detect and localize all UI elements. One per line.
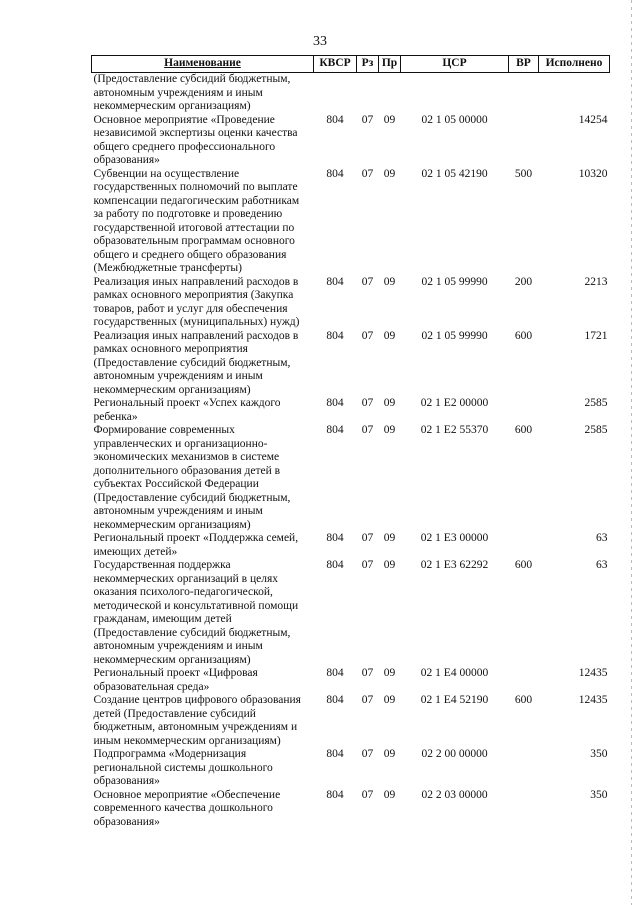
cell-kvsr: 804 bbox=[326, 424, 344, 436]
cell-rz: 07 bbox=[361, 532, 374, 544]
cell-vr bbox=[509, 748, 539, 789]
cell-csr: 02 1 Е2 55370 bbox=[420, 424, 489, 436]
cell-kvsr: 804 bbox=[326, 397, 344, 409]
cell-name: Подпрограмма «Модернизация региональной системы дошкольного образования» bbox=[93, 748, 273, 787]
cell-vr bbox=[509, 397, 539, 424]
table-row bbox=[92, 748, 610, 789]
cell-name: Региональный проект «Цифровая образовательная среда» bbox=[93, 667, 258, 693]
cell-csr: 02 1 Е3 00000 bbox=[420, 532, 489, 544]
cell-kvsr: 804 bbox=[326, 667, 344, 679]
cell-kvsr: 804 bbox=[326, 329, 344, 342]
budget-table bbox=[91, 55, 610, 829]
cell-csr: 02 1 05 00000 bbox=[421, 113, 488, 126]
cell-csr: 02 1 Е4 00000 bbox=[420, 667, 489, 679]
cell-name: Основное мероприятие «Обеспечение современного качества дошкольного образования» bbox=[93, 788, 281, 828]
cell-vr: 600 bbox=[514, 329, 533, 342]
cell-pr: 09 bbox=[383, 788, 396, 801]
table-row bbox=[92, 114, 610, 168]
cell-amount: 10320 bbox=[578, 167, 608, 180]
cell-vr bbox=[509, 532, 539, 559]
cell-kvsr: 804 bbox=[326, 748, 344, 760]
cell-amount: 12435 bbox=[578, 667, 608, 679]
table-row bbox=[92, 559, 610, 667]
header-amount: Исполнено bbox=[539, 56, 610, 73]
cell-rz: 07 bbox=[361, 788, 374, 801]
cell-amount: 350 bbox=[590, 748, 608, 760]
cell-rz: 07 bbox=[361, 748, 374, 760]
cell-csr: 02 1 Е2 00000 bbox=[420, 397, 489, 409]
table-row bbox=[92, 73, 610, 114]
cell-pr: 09 bbox=[383, 113, 396, 126]
cell-rz: 07 bbox=[361, 397, 374, 409]
cell-rz: 07 bbox=[361, 275, 374, 288]
cell-amount: 63 bbox=[596, 532, 608, 544]
cell-kvsr: 804 bbox=[326, 559, 344, 571]
cell-vr: 200 bbox=[514, 275, 533, 288]
cell-pr: 09 bbox=[383, 559, 396, 571]
table-row bbox=[92, 168, 610, 276]
cell-name: Государственная поддержка некоммерческих организаций в целях оказания психолого-педагогической, методической и консультативной помощи гражданам, имеющим детей (Предоставление субсидий бюджетным, автономным учреждениям и иным некоммерческим организациям) bbox=[93, 559, 299, 666]
cell-name: Региональный проект «Поддержка семей, имеющих детей» bbox=[93, 532, 299, 558]
cell-rz: 07 bbox=[361, 329, 374, 342]
header-vr: ВР bbox=[509, 56, 539, 73]
cell-kvsr: 804 bbox=[326, 275, 344, 288]
cell-pr: 09 bbox=[383, 275, 396, 288]
table-row bbox=[92, 694, 610, 748]
cell-pr: 09 bbox=[383, 397, 396, 409]
cell-amount: 350 bbox=[590, 788, 608, 801]
table-row bbox=[92, 276, 610, 330]
header-name: Наименование bbox=[92, 56, 314, 73]
cell-kvsr bbox=[314, 73, 357, 114]
cell-name: Основное мероприятие «Проведение независимой экспертизы оценки качества общего среднего профессионального образования» bbox=[93, 113, 298, 166]
cell-csr: 02 1 05 42190 bbox=[421, 167, 488, 180]
cell-pr: 09 bbox=[383, 694, 396, 706]
cell-vr: 600 bbox=[514, 559, 533, 571]
cell-rz: 07 bbox=[361, 667, 374, 679]
cell-kvsr: 804 bbox=[326, 788, 344, 801]
table-row bbox=[92, 330, 610, 398]
cell-rz: 07 bbox=[361, 167, 374, 180]
table-row bbox=[92, 397, 610, 424]
table-body bbox=[92, 73, 610, 830]
cell-vr bbox=[509, 789, 539, 830]
header-kvsr: КВСР bbox=[314, 56, 357, 73]
cell-rz: 07 bbox=[361, 113, 374, 126]
cell-vr bbox=[509, 667, 539, 694]
cell-kvsr: 804 bbox=[326, 694, 344, 706]
cell-csr: 02 1 Е3 62292 bbox=[420, 559, 489, 571]
cell-kvsr: 804 bbox=[326, 167, 344, 180]
cell-csr: 02 1 05 99990 bbox=[421, 329, 488, 342]
cell-rz: 07 bbox=[361, 424, 374, 436]
cell-pr: 09 bbox=[383, 532, 396, 544]
cell-name: Региональный проект «Успех каждого ребенка» bbox=[93, 397, 281, 423]
cell-vr bbox=[509, 73, 539, 114]
cell-rz: 07 bbox=[361, 694, 374, 706]
cell-name: Формирование современных управленческих и организационно-экономических механизмов в системе дополнительного образования детей в субъектах Российской Федерации (Предоставление субсидий бюджетным, автономным учреждениям и иным некоммерческим организациям) bbox=[93, 424, 291, 531]
table-header bbox=[92, 56, 610, 73]
cell-name: Субвенции на осуществление государственных полномочий по выплате компенсации педагогическим работникам за работу по подготовке и проведению государственной итоговой аттестации по образовательным программам основного общего и среднего общего образования (Межбюджетные трансферты) bbox=[93, 167, 300, 274]
cell-pr: 09 bbox=[383, 424, 396, 436]
cell-amount: 1721 bbox=[584, 329, 608, 342]
cell-amount: 12435 bbox=[578, 694, 608, 706]
cell-name: Реализация иных направлений расходов в рамках основного мероприятия (Предоставление субсидий бюджетным, автономным учреждениям и иным некоммерческим организациям) bbox=[93, 329, 299, 396]
cell-csr: 02 1 Е4 52190 bbox=[420, 694, 489, 706]
cell-vr: 500 bbox=[514, 167, 533, 180]
cell-pr: 09 bbox=[383, 667, 396, 679]
cell-amount: 2213 bbox=[584, 275, 608, 288]
cell-vr: 600 bbox=[514, 424, 533, 436]
table-row bbox=[92, 789, 610, 830]
cell-amount bbox=[539, 73, 610, 114]
cell-kvsr: 804 bbox=[326, 532, 344, 544]
cell-pr bbox=[379, 73, 401, 114]
cell-name: (Предоставление субсидий бюджетным, автономным учреждениям и иным некоммерческим организациям) bbox=[93, 73, 291, 112]
cell-vr: 600 bbox=[514, 694, 533, 706]
cell-amount: 2585 bbox=[584, 424, 608, 436]
cell-name: Создание центров цифрового образования детей (Предоставление субсидий бюджетным, автономным учреждениям и иным некоммерческим организациям) bbox=[93, 694, 301, 747]
cell-amount: 63 bbox=[596, 559, 608, 571]
cell-pr: 09 bbox=[383, 329, 396, 342]
cell-csr bbox=[401, 73, 509, 114]
cell-kvsr: 804 bbox=[326, 113, 344, 126]
page-number: 33 bbox=[313, 34, 327, 49]
cell-csr: 02 1 05 99990 bbox=[421, 275, 488, 288]
cell-name: Реализация иных направлений расходов в рамках основного мероприятия (Закупка товаров, работ и услуг для обеспечения государственных (муниципальных) нужд) bbox=[93, 275, 300, 328]
table-row bbox=[92, 424, 610, 532]
cell-rz: 07 bbox=[361, 559, 374, 571]
cell-pr: 09 bbox=[383, 748, 396, 760]
header-rz: Рз bbox=[357, 56, 379, 73]
cell-amount: 2585 bbox=[584, 397, 608, 409]
cell-pr: 09 bbox=[383, 167, 396, 180]
cell-rz bbox=[357, 73, 379, 114]
cell-vr bbox=[509, 114, 539, 168]
cell-csr: 02 2 00 00000 bbox=[421, 748, 488, 760]
scan-edge-line bbox=[631, 0, 632, 905]
cell-csr: 02 2 03 00000 bbox=[421, 788, 488, 801]
header-pr: Пр bbox=[379, 56, 401, 73]
cell-amount: 14254 bbox=[578, 113, 608, 126]
header-csr: ЦСР bbox=[401, 56, 509, 73]
table-row bbox=[92, 667, 610, 694]
table-row bbox=[92, 532, 610, 559]
